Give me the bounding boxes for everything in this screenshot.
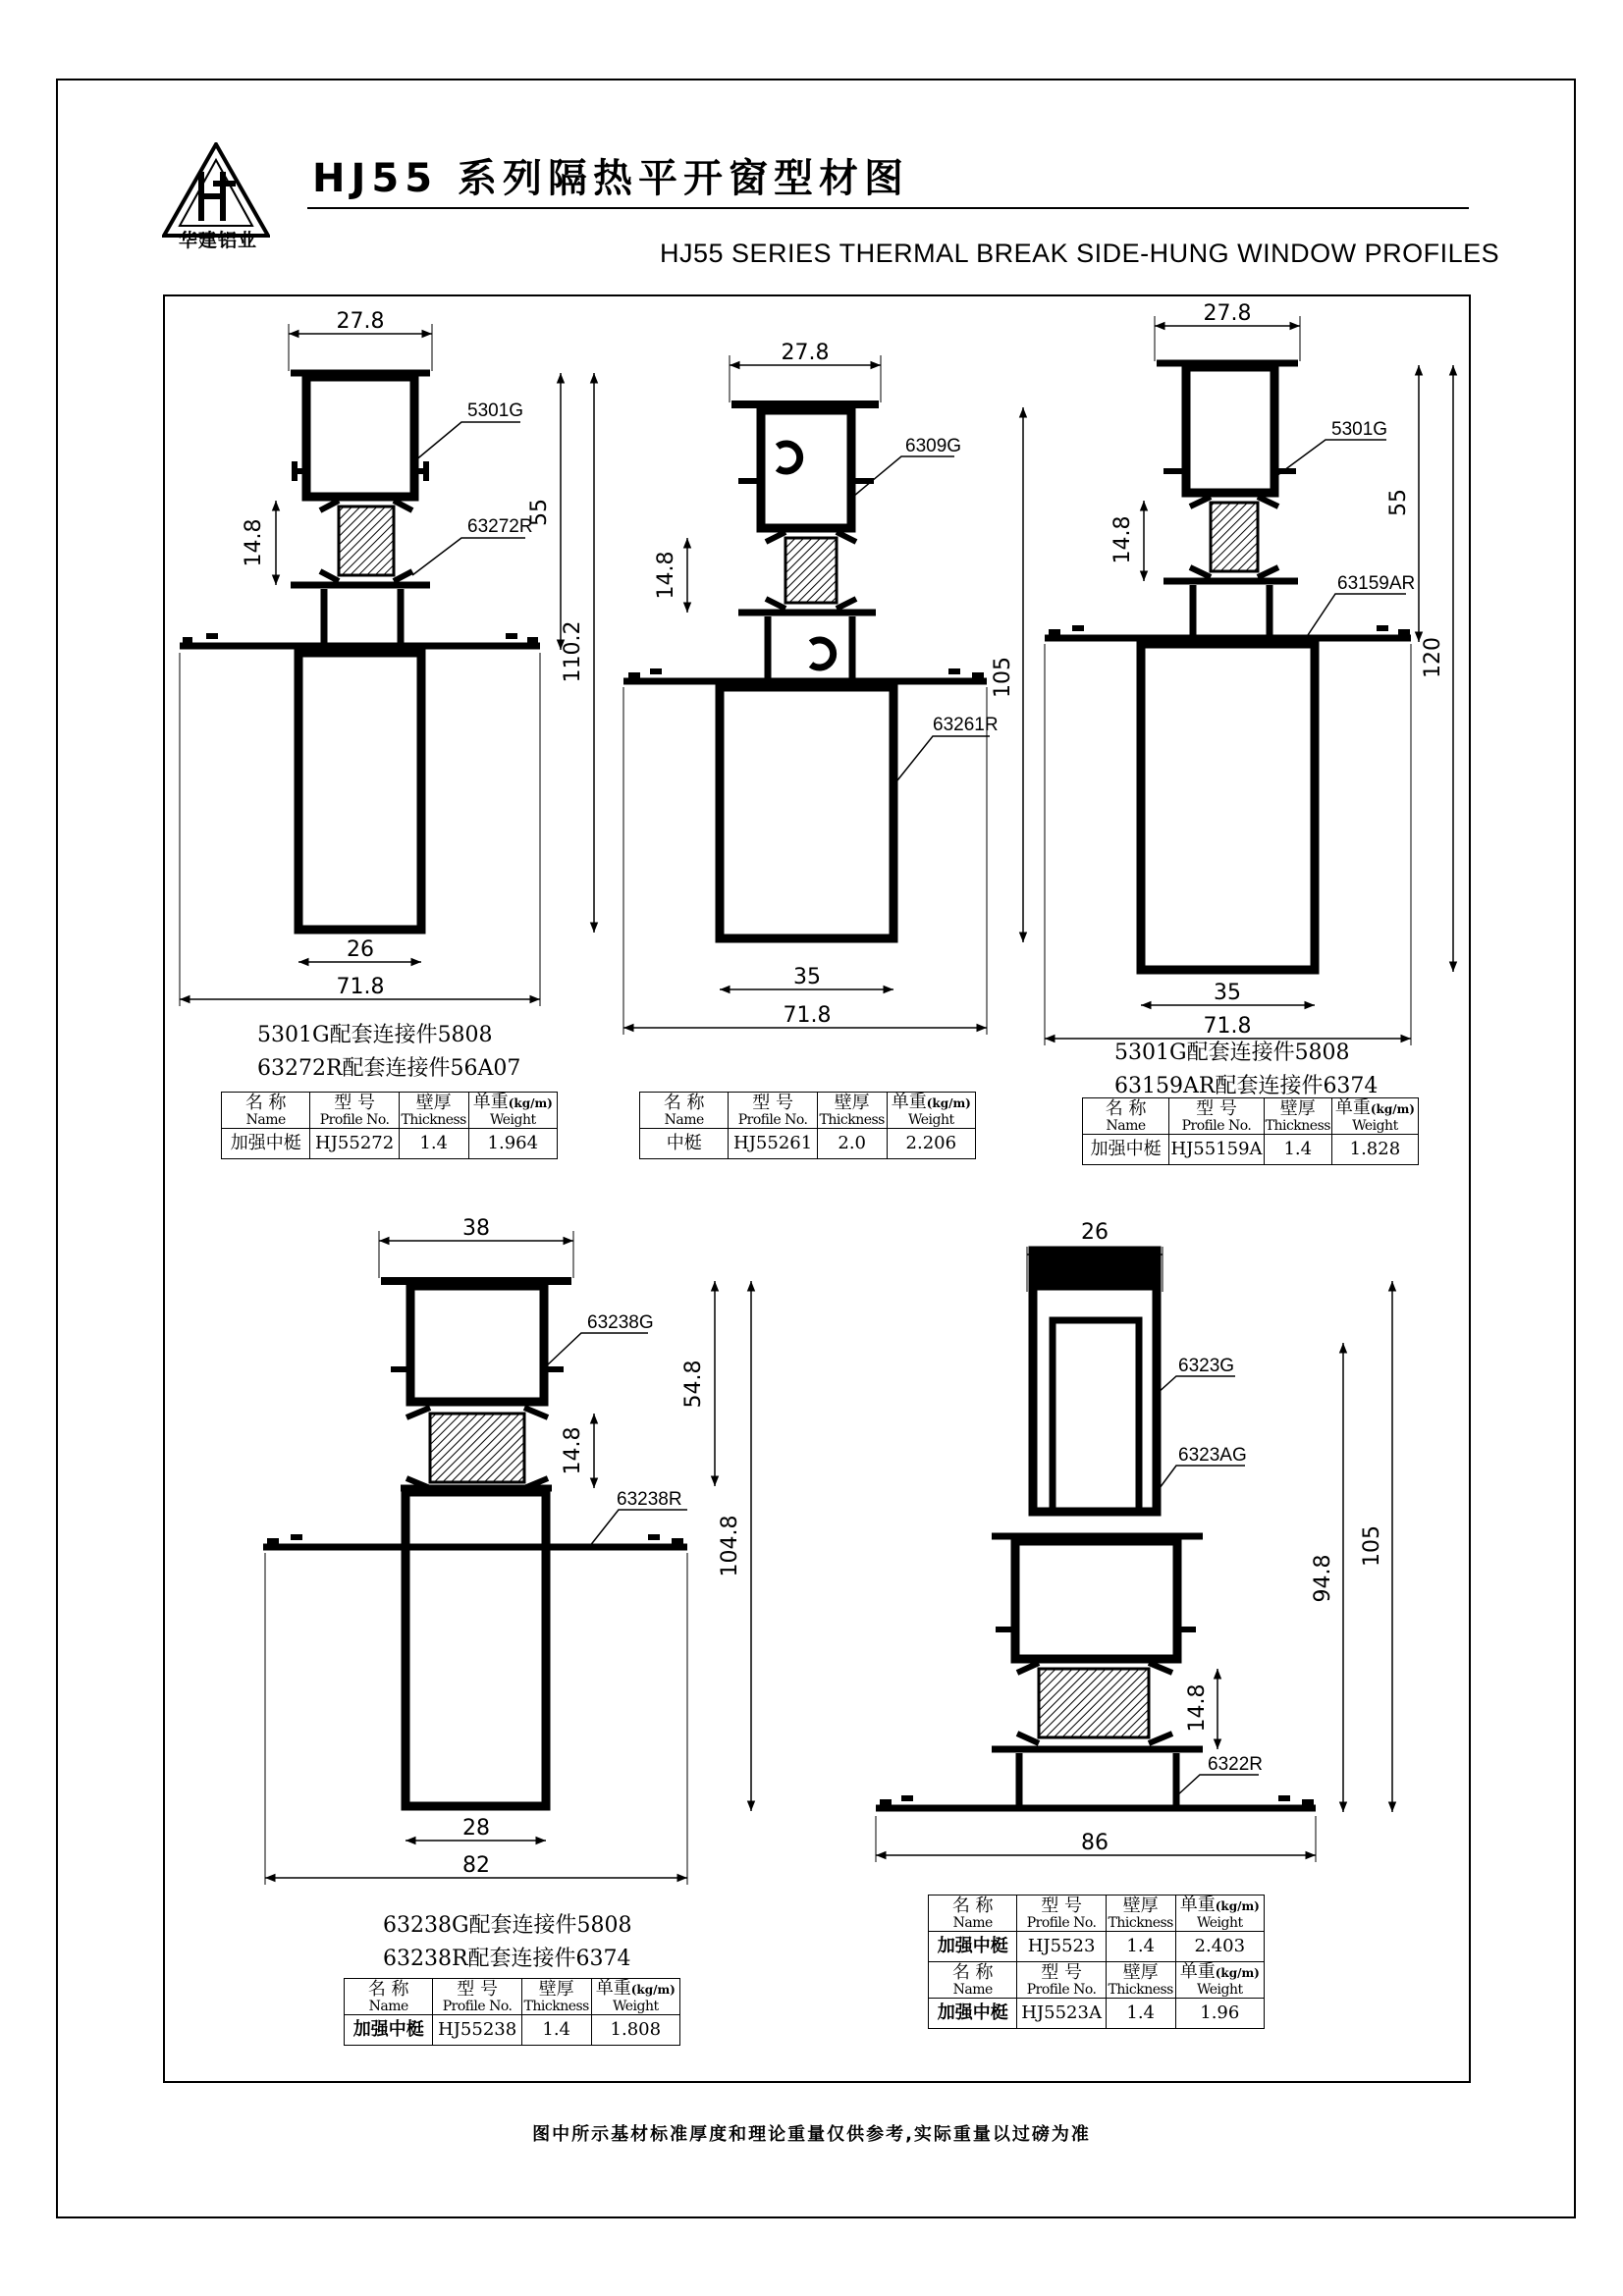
fig2-spec-table [639, 1092, 976, 1159]
logo-name: 华建铝业 [178, 230, 257, 251]
fig5-label-b: 6323AG [1178, 1445, 1247, 1466]
fig3-note-1: 5301G配套连接件5808 [1114, 1041, 1350, 1065]
fig2-label-a: 6309G [905, 436, 962, 456]
fig1-label-a: 5301G [467, 400, 524, 421]
fig4-notes [383, 1909, 632, 1976]
fig5-dim-overall: 86 [1081, 1831, 1109, 1855]
fig5-dim-break: 14.8 [1185, 1683, 1210, 1733]
profile-drawing-fig2 [623, 355, 1023, 1035]
fig5-label-a: 6323G [1178, 1356, 1235, 1376]
fig5-label-c: 6322R [1208, 1754, 1263, 1775]
fig3-label-a: 5301G [1331, 419, 1388, 440]
table-row: 加强中梃 HJ55272 1.4 1.964 [222, 1129, 558, 1159]
fig3-dim-55: 55 [1386, 489, 1411, 516]
fig4-note-2: 63238R配套连接件6374 [383, 1947, 631, 1971]
fig1-dim-break: 14.8 [242, 518, 266, 567]
fig2-dim-top: 27.8 [781, 341, 830, 365]
fig1-dim-overall: 71.8 [336, 975, 385, 999]
profile-drawing-fig1 [180, 324, 594, 1006]
fig2-dim-inner: 35 [793, 965, 821, 989]
fig1-dim-top: 27.8 [336, 309, 385, 334]
table-row: 加强中梃 HJ5523A 1.4 1.96 [929, 1999, 1265, 2029]
profile-drawing-fig3 [1045, 316, 1453, 1045]
fig1-dim-inner: 26 [347, 937, 374, 962]
table-header-row: 名 称 Name 型 号 Profile No. 壁厚 Thickness 单重(kg/m) Weight [929, 1896, 1265, 1932]
fig2-dim-overall: 71.8 [783, 1003, 832, 1028]
table-header-row: 名 称 Name 型 号 Profile No. 壁厚 Thickness 单重(kg/m) Weight [222, 1093, 558, 1129]
fig3-dim-total: 120 [1421, 637, 1445, 678]
table-header-row: 名 称 Name 型 号 Profile No. 壁厚 Thickness 单重(kg/m) Weight [640, 1093, 976, 1129]
fig1-dim-total: 110.2 [561, 620, 585, 683]
fig4-dim-break: 14.8 [561, 1426, 585, 1475]
fig5-dim-depth: 94.8 [1311, 1554, 1335, 1603]
table-header-row: 名 称 Name 型 号 Profile No. 壁厚 Thickness 单重(kg/m) Weight [1083, 1098, 1419, 1135]
fig4-dim-overall: 82 [462, 1853, 490, 1878]
fig1-note-2: 63272R配套连接件56A07 [257, 1056, 521, 1081]
fig1-note-1: 5301G配套连接件5808 [257, 1023, 493, 1047]
fig3-dim-inner: 35 [1214, 981, 1241, 1005]
fig1-spec-table [221, 1092, 558, 1159]
fig3-dim-top: 27.8 [1203, 301, 1252, 326]
fig4-dim-total: 104.8 [718, 1515, 742, 1577]
fig3-notes [1114, 1037, 1378, 1103]
fig4-dim-depth: 54.8 [681, 1360, 706, 1409]
table-row: 加强中梃 HJ55159A 1.4 1.828 [1083, 1135, 1419, 1165]
fig5-spec-table [928, 1895, 1265, 2029]
profile-drawing-fig5 [876, 1247, 1392, 1862]
fig4-note-1: 63238G配套连接件5808 [383, 1913, 632, 1938]
profile-drawing-fig4 [263, 1231, 751, 1885]
fig3-dim-overall: 71.8 [1203, 1014, 1252, 1039]
fig2-label-b: 63261R [933, 715, 999, 735]
table-header-row: 名 称 Name 型 号 Profile No. 壁厚 Thickness 单重(kg/m) Weight [345, 1979, 680, 2015]
fig4-label-a: 63238G [587, 1312, 654, 1333]
table-row: 中梃 HJ55261 2.0 2.206 [640, 1129, 976, 1159]
fig3-spec-table [1082, 1097, 1419, 1165]
fig4-label-b: 63238R [617, 1489, 682, 1510]
page-subtitle: HJ55 SERIES THERMAL BREAK SIDE-HUNG WINDOW PROFILES [660, 239, 1500, 268]
table-row: 加强中梃 HJ55238 1.4 1.808 [345, 2015, 680, 2046]
fig1-notes [257, 1019, 520, 1086]
fig5-dim-top: 26 [1081, 1220, 1109, 1245]
fig4-spec-table [344, 1978, 680, 2046]
table-header-row: 名 称 Name 型 号 Profile No. 壁厚 Thickness 单重(kg/m) Weight [929, 1962, 1265, 1999]
fig1-dim-55: 55 [527, 499, 552, 526]
fig5-dim-total: 105 [1360, 1525, 1384, 1567]
fig3-label-b: 63159AR [1337, 573, 1416, 594]
page-title: HJ55 系列隔热平开窗型材图 [312, 156, 909, 201]
fig3-dim-break: 14.8 [1110, 515, 1135, 564]
fig2-dim-break: 14.8 [654, 551, 678, 600]
table-row: 加强中梃 HJ5523 1.4 2.403 [929, 1932, 1265, 1962]
fig4-dim-inner: 28 [462, 1816, 490, 1841]
fig1-label-b: 63272R [467, 516, 533, 537]
fig2-dim-total: 105 [991, 657, 1015, 698]
fig3-note-2: 63159AR配套连接件6374 [1114, 1074, 1379, 1098]
footer-disclaimer: 图中所示基材标准厚度和理论重量仅供参考,实际重量以过磅为准 [532, 2124, 1091, 2145]
fig4-dim-top: 38 [462, 1216, 490, 1241]
